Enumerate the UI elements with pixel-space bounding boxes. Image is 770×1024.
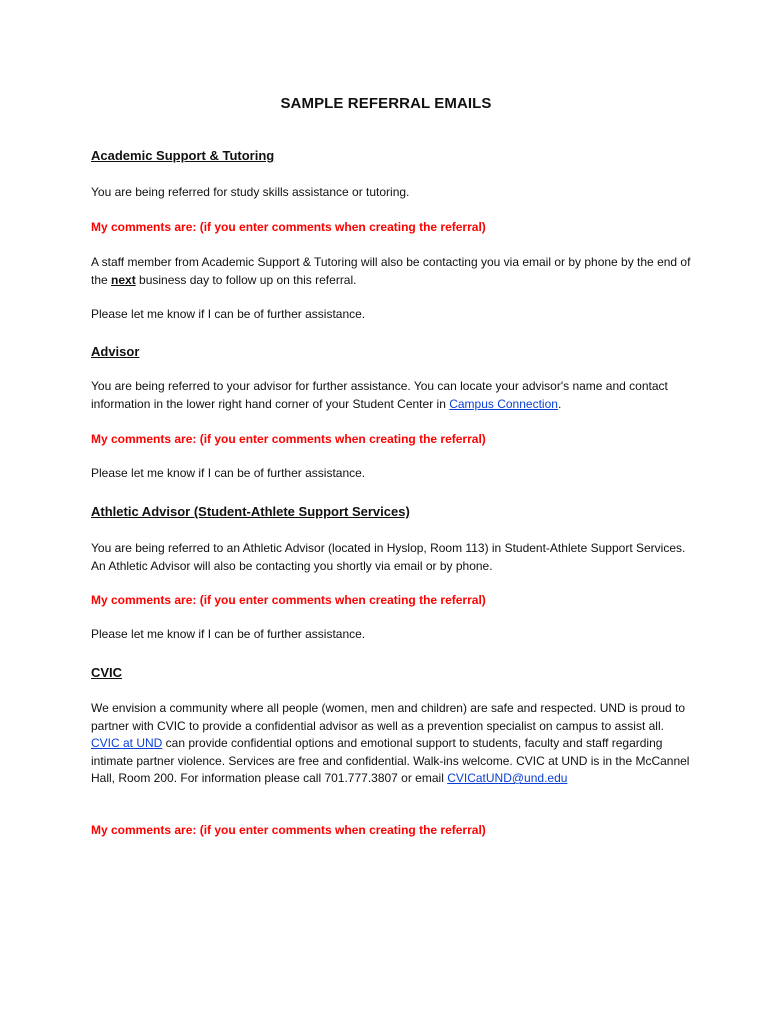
cvic-comments-label: My comments are: (if you enter comments when creating the referral) bbox=[91, 823, 486, 837]
academic-intro: You are being referred for study skills assistance or tutoring. bbox=[91, 185, 410, 199]
campus-connection-link[interactable]: Campus Connection bbox=[449, 396, 558, 411]
heading-advisor: Advisor bbox=[91, 344, 140, 359]
advisor-text-before: You are being referred to your advisor for further assistance. You can locate your advisor's name and contact information in the lower right hand corner of your Student Center in bbox=[91, 379, 668, 411]
document-title: SAMPLE REFERRAL EMAILS bbox=[280, 95, 492, 112]
academic-further-assistance: Please let me know if I can be of further assistance. bbox=[91, 307, 366, 321]
cvic-text bbox=[91, 700, 691, 788]
advisor-text-after: . bbox=[557, 396, 562, 411]
cvic-at-und-link[interactable]: CVIC at UND bbox=[91, 736, 163, 750]
athletic-text: You are being referred to an Athletic Advisor (located in Hyslop, Room 113) in Student-Athlete Support Services. An Athletic Advisor will also be contacting you shortly via email or by phone. bbox=[91, 541, 686, 573]
heading-academic-support: Academic Support & Tutoring bbox=[91, 148, 275, 163]
cvic-email-link[interactable]: CVICatUND@und.edu bbox=[447, 771, 568, 785]
academic-contact-before: A staff member from Academic Support & Tutoring will also be contacting you via email or by phone by the end of the bbox=[91, 255, 691, 287]
athletic-comments-label: My comments are: (if you enter comments when creating the referral) bbox=[91, 593, 486, 607]
academic-contact-text bbox=[91, 254, 691, 289]
athletic-further-assistance: Please let me know if I can be of further assistance. bbox=[91, 627, 366, 641]
advisor-text bbox=[91, 378, 691, 413]
academic-contact-after: business day to follow up on this referral. bbox=[135, 272, 357, 287]
cvic-text-before: We envision a community where all people (women, men and children) are safe and respected. UND is proud to partner with CVIC to provide a confidential advisor as well as a prevention specialist on campus to assist all. bbox=[91, 701, 686, 733]
heading-athletic-advisor: Athletic Advisor (Student-Athlete Support Services) bbox=[91, 504, 410, 519]
advisor-further-assistance: Please let me know if I can be of further assistance. bbox=[91, 466, 366, 480]
cvic-text-middle: can provide confidential options and emotional support to students, faculty and staff regarding intimate partner violence. Services are free and confidential. Walk-ins welcome. CVIC at UND is in the McCannel Hall, Room 200. For information please call 701.777.3807 or email bbox=[91, 736, 690, 785]
heading-cvic: CVIC bbox=[91, 665, 123, 680]
academic-comments-label: My comments are: (if you enter comments when creating the referral) bbox=[91, 220, 486, 234]
academic-contact-emphasis: next bbox=[111, 272, 136, 287]
advisor-comments-label: My comments are: (if you enter comments when creating the referral) bbox=[91, 432, 486, 446]
